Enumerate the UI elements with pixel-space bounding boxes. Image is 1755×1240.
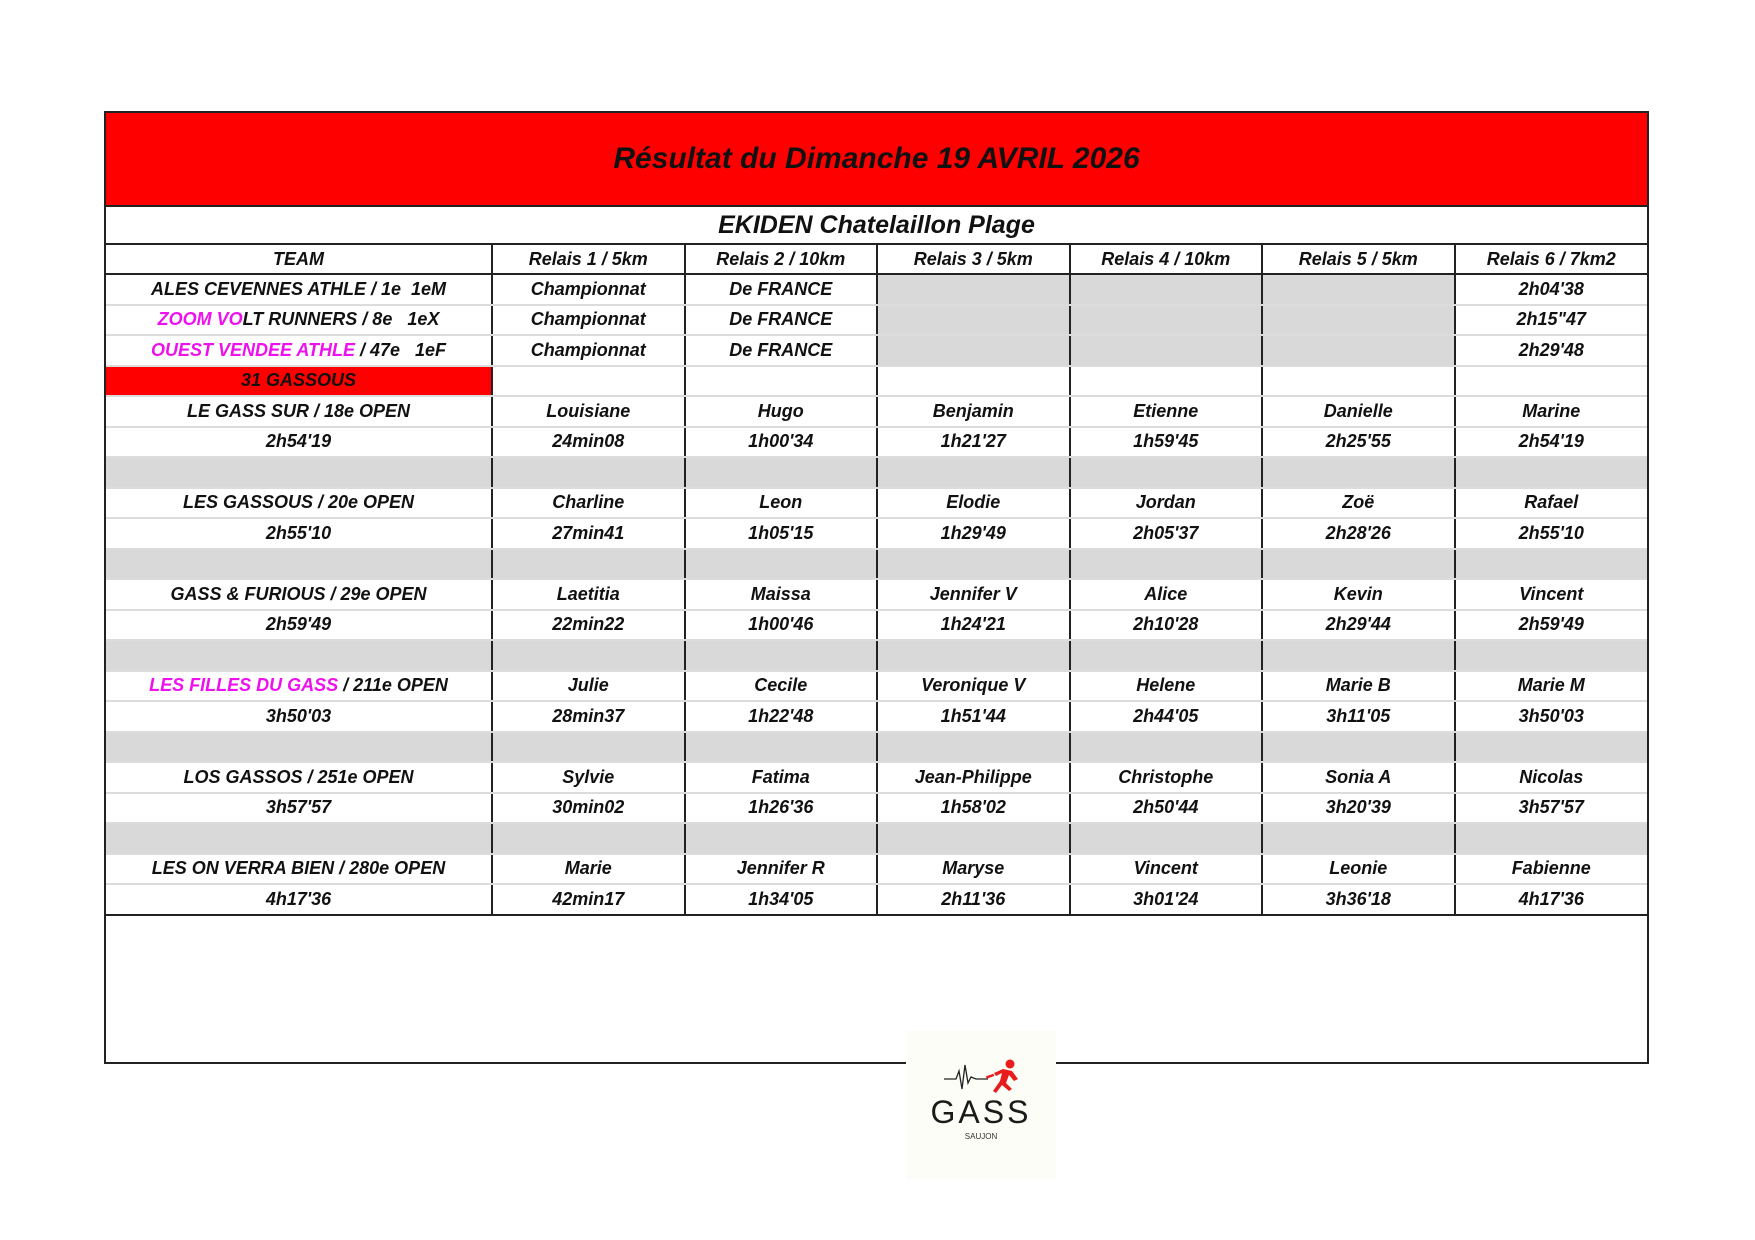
- title-banner: [106, 113, 1647, 207]
- team-cell: [106, 762, 492, 793]
- runner-time: 4h17'36: [1455, 884, 1648, 915]
- empty-cell: [1262, 366, 1455, 397]
- runner-time: 1h26'36: [685, 793, 878, 824]
- empty-cell: [106, 457, 492, 488]
- runner-name: Marine: [1455, 396, 1648, 427]
- runner-name: Maissa: [685, 579, 878, 610]
- runner-name: Vincent: [1455, 579, 1648, 610]
- empty-cell: [685, 457, 878, 488]
- team-runners-row: [106, 854, 1647, 885]
- runner-name: Jennifer V: [877, 579, 1070, 610]
- team-total-time: 4h17'36: [106, 884, 492, 915]
- runner-name: Laetitia: [492, 579, 685, 610]
- team-cell: [106, 335, 492, 366]
- runner-name: Sylvie: [492, 762, 685, 793]
- runner-time: 2h29'44: [1262, 610, 1455, 641]
- logo-tagline: SAUJON: [964, 1132, 998, 1141]
- runner-name: Jennifer R: [685, 854, 878, 885]
- team-total-time: 2h54'19: [106, 427, 492, 458]
- empty-cell: [685, 823, 878, 854]
- runner-time: 1h22'48: [685, 701, 878, 732]
- empty-cell: [1455, 732, 1648, 763]
- runner-time: 2h54'19: [1455, 427, 1648, 458]
- heartbeat-icon: [944, 1065, 988, 1089]
- team-name: GASS & FURIOUS / 29e OPEN: [170, 583, 427, 604]
- relais-6-cell: 2h15"47: [1455, 305, 1648, 336]
- team-cell: [106, 671, 492, 702]
- empty-cell: [1262, 457, 1455, 488]
- team-name: LES ON VERRA BIEN / 280e OPEN: [151, 858, 446, 879]
- runner-time: 1h51'44: [877, 701, 1070, 732]
- empty-cell: [877, 732, 1070, 763]
- runner-name: Louisiane: [492, 396, 685, 427]
- elite-row: [106, 274, 1647, 305]
- empty-cell: [106, 549, 492, 580]
- empty-cell: [1070, 274, 1263, 305]
- runner-name: Cecile: [685, 671, 878, 702]
- empty-cell: [1262, 640, 1455, 671]
- runner-time: 1h00'34: [685, 427, 878, 458]
- team-cell: [106, 305, 492, 336]
- runner-time: 1h58'02: [877, 793, 1070, 824]
- runner-icon: [986, 1060, 1018, 1094]
- empty-cell: [685, 549, 878, 580]
- empty-cell: [492, 549, 685, 580]
- runner-name: Veronique V: [877, 671, 1070, 702]
- runner-name: Leon: [685, 488, 878, 519]
- team-total-time: 2h55'10: [106, 518, 492, 549]
- spacer-row: [106, 549, 1647, 580]
- relais-6-cell: 2h29'48: [1455, 335, 1648, 366]
- results-table: [106, 245, 1647, 916]
- team-times-row: [106, 518, 1647, 549]
- runner-name: Vincent: [1070, 854, 1263, 885]
- team-cell: [106, 854, 492, 885]
- team-times-row: [106, 610, 1647, 641]
- empty-cell: [1455, 366, 1648, 397]
- team-cell: [106, 396, 492, 427]
- empty-cell: [106, 640, 492, 671]
- empty-cell: [1070, 335, 1263, 366]
- col-header-team: TEAM: [106, 245, 492, 274]
- gass-logo-graphic: [906, 1031, 1056, 1179]
- spacer-row: [106, 823, 1647, 854]
- runner-name: Fabienne: [1455, 854, 1648, 885]
- empty-cell: [492, 366, 685, 397]
- runner-time: 3h20'39: [1262, 793, 1455, 824]
- relais-2-cell: De FRANCE: [685, 335, 878, 366]
- runner-time: 2h44'05: [1070, 701, 1263, 732]
- team-runners-row: [106, 762, 1647, 793]
- runner-name: Leonie: [1262, 854, 1455, 885]
- gass-logo: [906, 1031, 1056, 1179]
- team-name: / 211e OPEN: [338, 675, 448, 696]
- runner-time: 3h36'18: [1262, 884, 1455, 915]
- empty-cell: [877, 274, 1070, 305]
- runner-time: 2h28'26: [1262, 518, 1455, 549]
- empty-cell: [1262, 549, 1455, 580]
- empty-cell: [1455, 549, 1648, 580]
- empty-cell: [877, 335, 1070, 366]
- col-header-relais-4: Relais 4 / 10km: [1070, 245, 1263, 274]
- runner-name: Helene: [1070, 671, 1263, 702]
- team-name: LOS GASSOS / 251e OPEN: [183, 766, 414, 787]
- team-times-row: [106, 427, 1647, 458]
- empty-cell: [1070, 549, 1263, 580]
- empty-cell: [1455, 457, 1648, 488]
- section-label: 31 GASSOUS: [106, 366, 492, 397]
- section-row: [106, 366, 1647, 397]
- runner-time: 1h00'46: [685, 610, 878, 641]
- team-total-time: 2h59'49: [106, 610, 492, 641]
- runner-time: 2h50'44: [1070, 793, 1263, 824]
- runner-name: Jean-Philippe: [877, 762, 1070, 793]
- runner-time: 2h59'49: [1455, 610, 1648, 641]
- empty-cell: [1262, 335, 1455, 366]
- runner-name: Christophe: [1070, 762, 1263, 793]
- empty-cell: [1070, 457, 1263, 488]
- header-row: [106, 245, 1647, 274]
- runner-time: 2h25'55: [1262, 427, 1455, 458]
- runner-name: Kevin: [1262, 579, 1455, 610]
- team-total-time: 3h50'03: [106, 701, 492, 732]
- empty-cell: [492, 640, 685, 671]
- relais-1-cell: Championnat: [492, 335, 685, 366]
- runner-time: 27min41: [492, 518, 685, 549]
- team-name: LT RUNNERS / 8e 1eX: [242, 309, 440, 330]
- runner-name: Marie M: [1455, 671, 1648, 702]
- team-cell: [106, 488, 492, 519]
- spacer-row: [106, 640, 1647, 671]
- col-header-relais-6: Relais 6 / 7km2: [1455, 245, 1648, 274]
- empty-cell: [492, 457, 685, 488]
- team-times-row: [106, 793, 1647, 824]
- empty-cell: [492, 732, 685, 763]
- runner-name: Benjamin: [877, 396, 1070, 427]
- empty-cell: [877, 366, 1070, 397]
- runner-time: 2h05'37: [1070, 518, 1263, 549]
- team-cell: [106, 274, 492, 305]
- empty-cell: [106, 823, 492, 854]
- team-name: LE GASS SUR / 18e OPEN: [186, 400, 411, 421]
- spacer-row: [106, 457, 1647, 488]
- team-runners-row: [106, 671, 1647, 702]
- runner-time: 1h21'27: [877, 427, 1070, 458]
- empty-cell: [877, 549, 1070, 580]
- relais-2-cell: De FRANCE: [685, 305, 878, 336]
- empty-cell: [877, 305, 1070, 336]
- runner-name: Jordan: [1070, 488, 1263, 519]
- runner-name: Maryse: [877, 854, 1070, 885]
- runner-time: 1h59'45: [1070, 427, 1263, 458]
- empty-cell: [685, 366, 878, 397]
- runner-name: Alice: [1070, 579, 1263, 610]
- elite-row: [106, 335, 1647, 366]
- runner-time: 3h01'24: [1070, 884, 1263, 915]
- runner-name: Charline: [492, 488, 685, 519]
- runner-time: 30min02: [492, 793, 685, 824]
- col-header-relais-2: Relais 2 / 10km: [685, 245, 878, 274]
- elite-row: [106, 305, 1647, 336]
- runner-time: 24min08: [492, 427, 685, 458]
- runner-time: 1h24'21: [877, 610, 1070, 641]
- empty-cell: [1070, 305, 1263, 336]
- empty-cell: [1070, 732, 1263, 763]
- team-name: ALES CEVENNES ATHLE / 1e 1eM: [150, 278, 447, 299]
- runner-name: Marie B: [1262, 671, 1455, 702]
- empty-cell: [106, 732, 492, 763]
- empty-cell: [1455, 640, 1648, 671]
- team-runners-row: [106, 396, 1647, 427]
- runner-time: 1h29'49: [877, 518, 1070, 549]
- relais-6-cell: 2h04'38: [1455, 274, 1648, 305]
- spacer-row: [106, 732, 1647, 763]
- empty-cell: [1262, 732, 1455, 763]
- relais-1-cell: Championnat: [492, 305, 685, 336]
- runner-name: Zoë: [1262, 488, 1455, 519]
- empty-cell: [1262, 274, 1455, 305]
- col-header-relais-1: Relais 1 / 5km: [492, 245, 685, 274]
- empty-cell: [877, 640, 1070, 671]
- team-runners-row: [106, 579, 1647, 610]
- runner-time: 2h11'36: [877, 884, 1070, 915]
- team-total-time: 3h57'57: [106, 793, 492, 824]
- runner-time: 22min22: [492, 610, 685, 641]
- runner-time: 3h50'03: [1455, 701, 1648, 732]
- empty-cell: [1070, 640, 1263, 671]
- empty-cell: [1455, 823, 1648, 854]
- runner-name: Elodie: [877, 488, 1070, 519]
- team-name-highlight: ZOOM VO: [157, 309, 243, 330]
- runner-name: Sonia A: [1262, 762, 1455, 793]
- team-name: LES GASSOUS / 20e OPEN: [182, 492, 415, 513]
- logo-wordmark: GASS: [930, 1094, 1032, 1130]
- runner-name: Danielle: [1262, 396, 1455, 427]
- empty-cell: [685, 640, 878, 671]
- empty-cell: [1262, 823, 1455, 854]
- team-runners-row: [106, 488, 1647, 519]
- empty-cell: [877, 823, 1070, 854]
- event-subtitle: EKIDEN Chatelaillon Plage: [106, 207, 1647, 245]
- relais-2-cell: De FRANCE: [685, 274, 878, 305]
- runner-time: 42min17: [492, 884, 685, 915]
- runner-name: Julie: [492, 671, 685, 702]
- team-name: / 47e 1eF: [354, 339, 447, 360]
- runner-name: Hugo: [685, 396, 878, 427]
- team-name-highlight: OUEST VENDEE ATHLE: [150, 339, 355, 360]
- empty-cell: [1070, 823, 1263, 854]
- runner-time: 28min37: [492, 701, 685, 732]
- runner-time: 1h05'15: [685, 518, 878, 549]
- empty-cell: [492, 823, 685, 854]
- empty-cell: [1070, 366, 1263, 397]
- runner-name: Nicolas: [1455, 762, 1648, 793]
- team-cell: [106, 579, 492, 610]
- relais-1-cell: Championnat: [492, 274, 685, 305]
- empty-cell: [1262, 305, 1455, 336]
- runner-name: Fatima: [685, 762, 878, 793]
- col-header-relais-5: Relais 5 / 5km: [1262, 245, 1455, 274]
- runner-time: 3h57'57: [1455, 793, 1648, 824]
- results-sheet: [104, 111, 1649, 1141]
- runner-time: 1h34'05: [685, 884, 878, 915]
- col-header-relais-3: Relais 3 / 5km: [877, 245, 1070, 274]
- runner-time: 3h11'05: [1262, 701, 1455, 732]
- team-times-row: [106, 884, 1647, 915]
- runner-time: 2h55'10: [1455, 518, 1648, 549]
- empty-cell: [685, 732, 878, 763]
- runner-name: Rafael: [1455, 488, 1648, 519]
- team-times-row: [106, 701, 1647, 732]
- runner-name: Etienne: [1070, 396, 1263, 427]
- empty-cell: [877, 457, 1070, 488]
- runner-name: Marie: [492, 854, 685, 885]
- runner-time: 2h10'28: [1070, 610, 1263, 641]
- team-name-highlight: LES FILLES DU GASS: [149, 675, 339, 696]
- page-title: Résultat du Dimanche 19 AVRIL 2026: [613, 142, 1140, 175]
